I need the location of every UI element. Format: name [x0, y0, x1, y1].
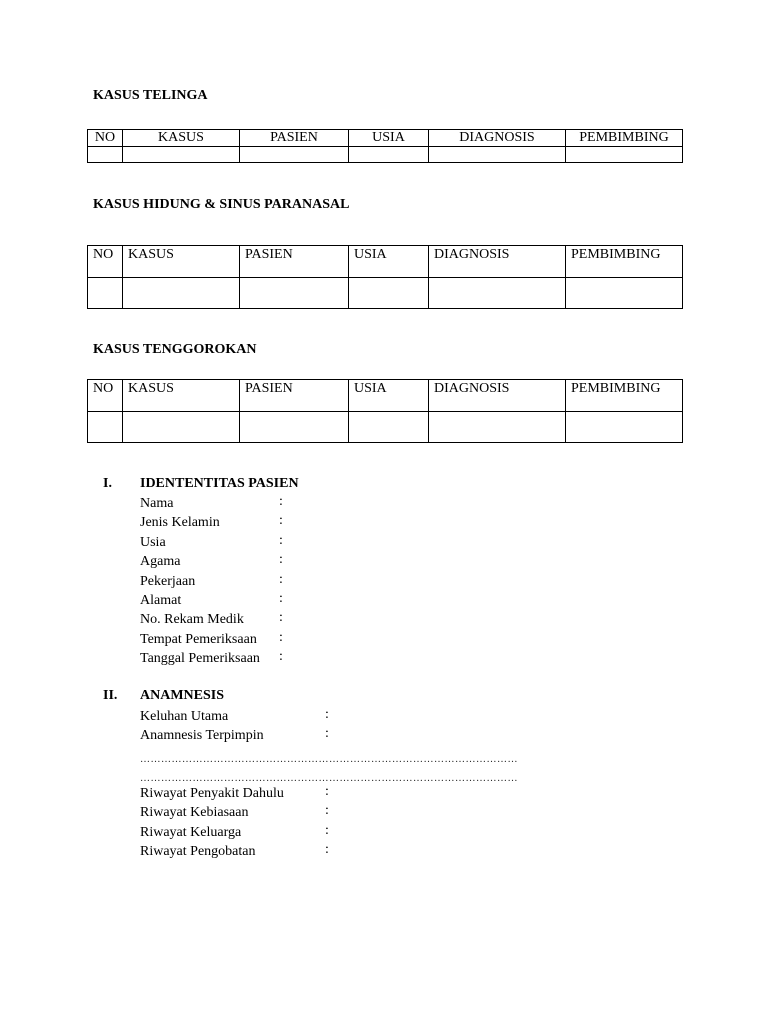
anamnesis-colon: : — [325, 707, 329, 722]
identitas-colon: : — [279, 610, 283, 626]
col-header-pembimbing: PEMBIMBING — [566, 380, 683, 412]
table-cell[interactable] — [429, 278, 566, 309]
table-cell[interactable] — [349, 147, 429, 163]
anamnesis-colon: : — [325, 726, 329, 742]
col-header-usia: USIA — [349, 130, 429, 147]
identitas-colon: : — [279, 513, 283, 529]
section-numeral-anamnesis: II. — [103, 688, 118, 703]
col-header-no: NO — [88, 380, 123, 412]
table-header-row — [88, 246, 683, 278]
anamnesis-label-riwayat-kebiasaan: Riwayat Kebiasaan — [140, 805, 249, 821]
table-cell[interactable] — [88, 412, 123, 443]
table-row — [88, 147, 683, 163]
table-cell[interactable] — [240, 278, 349, 309]
anamnesis-label-anamnesis-terpimpin: Anamnesis Terpimpin — [140, 728, 264, 744]
dotted-line-1[interactable]: ……………………………………………………………………………………………… — [140, 754, 518, 765]
table-row — [88, 278, 683, 309]
table-cell[interactable] — [240, 412, 349, 443]
table-cell[interactable] — [429, 147, 566, 163]
table-cell[interactable] — [566, 412, 683, 443]
identitas-colon: : — [279, 494, 283, 509]
identitas-label-pekerjaan: Pekerjaan — [140, 573, 196, 589]
table-tenggorokan — [87, 379, 683, 443]
section-title-telinga: KASUS TELINGA — [93, 88, 208, 103]
col-header-kasus: KASUS — [123, 130, 240, 147]
table-cell[interactable] — [123, 147, 240, 163]
section-title-tenggorokan: KASUS TENGGOROKAN — [93, 342, 257, 357]
identitas-label-nama: Nama — [140, 496, 174, 511]
identitas-colon: : — [279, 629, 283, 645]
table-cell[interactable] — [566, 147, 683, 163]
anamnesis-colon: : — [325, 842, 329, 858]
section-title-hidung: KASUS HIDUNG & SINUS PARANASAL — [93, 197, 350, 212]
identitas-label-alamat: Alamat — [140, 593, 182, 608]
col-header-pasien: PASIEN — [240, 246, 349, 278]
identitas-label-jenis-kelamin: Jenis Kelamin — [140, 515, 220, 531]
identitas-colon: : — [279, 571, 283, 587]
anamnesis-label-keluhan-utama: Keluhan Utama — [140, 709, 229, 724]
col-header-no: NO — [88, 246, 123, 278]
table-cell[interactable] — [240, 147, 349, 163]
identitas-colon: : — [279, 591, 283, 606]
col-header-no: NO — [88, 130, 123, 147]
dotted-line-2[interactable]: ……………………………………………………………………………………………… — [140, 773, 518, 784]
identitas-label-tempat-pemeriksaan: Tempat Pemeriksaan — [140, 631, 257, 647]
identitas-label-agama: Agama — [140, 554, 181, 570]
col-header-diagnosis: DIAGNOSIS — [429, 246, 566, 278]
col-header-usia: USIA — [349, 246, 429, 278]
col-header-pasien: PASIEN — [240, 130, 349, 147]
anamnesis-label-riwayat-penyakit-dahulu: Riwayat Penyakit Dahulu — [140, 786, 284, 801]
identitas-label-tanggal-pemeriksaan: Tanggal Pemeriksaan — [140, 651, 260, 667]
table-cell[interactable] — [123, 412, 240, 443]
table-cell[interactable] — [123, 278, 240, 309]
col-header-pasien: PASIEN — [240, 380, 349, 412]
col-header-pembimbing: PEMBIMBING — [566, 130, 683, 147]
section-numeral-identitas: I. — [103, 476, 112, 491]
anamnesis-colon: : — [325, 803, 329, 819]
col-header-usia: USIA — [349, 380, 429, 412]
anamnesis-label-riwayat-pengobatan: Riwayat Pengobatan — [140, 844, 256, 860]
section-title-identitas: IDENTENTITAS PASIEN — [140, 476, 299, 491]
table-telinga — [87, 129, 683, 163]
table-header-row — [88, 130, 683, 147]
table-cell[interactable] — [349, 278, 429, 309]
section-title-anamnesis: ANAMNESIS — [140, 688, 225, 703]
table-cell[interactable] — [429, 412, 566, 443]
col-header-kasus: KASUS — [123, 380, 240, 412]
table-header-row — [88, 380, 683, 412]
col-header-pembimbing: PEMBIMBING — [566, 246, 683, 278]
identitas-colon: : — [279, 532, 283, 548]
anamnesis-label-riwayat-keluarga: Riwayat Keluarga — [140, 824, 242, 840]
table-cell[interactable] — [566, 278, 683, 309]
identitas-label-usia: Usia — [140, 534, 166, 550]
anamnesis-colon: : — [325, 822, 329, 838]
table-cell[interactable] — [88, 147, 123, 163]
table-row — [88, 412, 683, 443]
identitas-label-no-rekam-medik: No. Rekam Medik — [140, 612, 244, 628]
table-cell[interactable] — [88, 278, 123, 309]
col-header-kasus: KASUS — [123, 246, 240, 278]
table-cell[interactable] — [349, 412, 429, 443]
identitas-colon: : — [279, 552, 283, 568]
col-header-diagnosis: DIAGNOSIS — [429, 130, 566, 147]
identitas-colon: : — [279, 649, 283, 665]
anamnesis-colon: : — [325, 784, 329, 799]
table-hidung — [87, 245, 683, 309]
col-header-diagnosis: DIAGNOSIS — [429, 380, 566, 412]
